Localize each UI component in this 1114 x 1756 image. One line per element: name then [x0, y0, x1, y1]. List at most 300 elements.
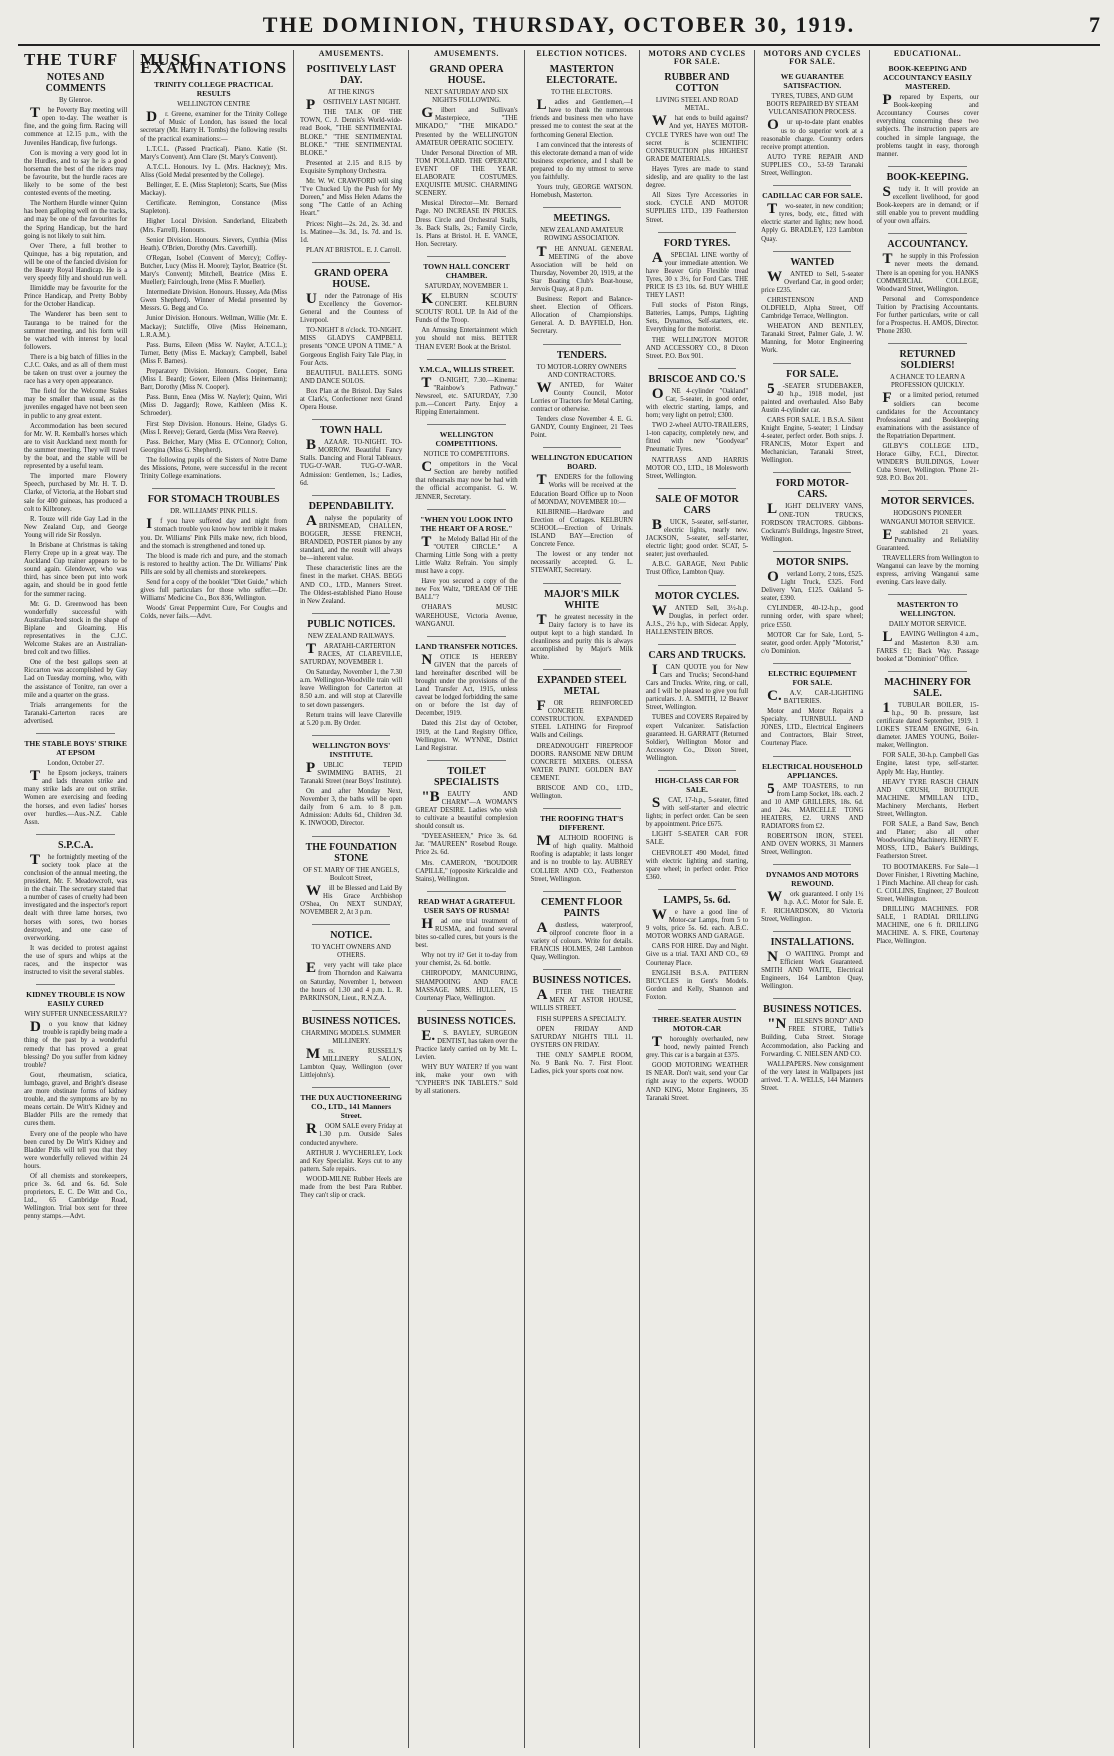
article-title: NOTES AND COMMENTS [45, 72, 106, 95]
article-title: PUBLIC NOTICES. [307, 618, 396, 630]
article-paragraph: Tenders close November 4. E. G. GANDY, County Engineer, 21 Tees Point. [530, 416, 633, 440]
article-paragraph: Mr. W. W. CRAWFORD will sing "I've Chucked Up the Push for My Doreen," and Miss Helen Adams the song "The Cattle of an Aching Heart." [300, 178, 403, 218]
article-title: BUSINESS NOTICES. [763, 1004, 862, 1016]
article-paragraph: Established 21 years. Punctuality and Reliability Guaranteed. [876, 526, 979, 552]
article-paragraph: ICAN QUOTE you for New Cars and Trucks; Second-hand Cars and Trucks. Write, ring, or call, and I will be pleased to give you full particulars. J. A. SMITH, 12 Beaver Street, Wellington. [645, 661, 749, 712]
article-paragraph: Gilbert and Sullivan's Masterpiece, "THE MIKADO," "THE MIKADO." Presented by the WELLINGTON AMATEUR OPERATIC SOCIETY. [415, 105, 518, 147]
article-paragraph: O'HARA'S MUSIC WAREHOUSE, Victoria Avenue, WANGANUI. [415, 604, 518, 628]
article-paragraph: The blood is made rich and pure, and the stomach is restored to healthy action. The Dr. Williams' Pink Pills are sold by all chemists and storekeepers. [140, 552, 288, 576]
article-title: FOR SALE. [786, 368, 839, 380]
column-2 [133, 50, 293, 1748]
article-paragraph: FOR SALE, a Band Saw, Bench and Planer; also all other Woodworking Machinery. HENRY F. MOSS, LTD., Baker's Buildings, Featherston Street. [876, 821, 979, 861]
article-paragraph: We have a good line of Motor-car Lamps, from 5 to 9 volts, price 5s. 6d. each. A.B.C. MOTOR WORKS AND GARAGE. [645, 906, 749, 941]
section-divider [773, 756, 851, 757]
article-title: WELLINGTON BOYS' INSTITUTE. [312, 740, 391, 759]
article-subtitle: DAILY MOTOR SERVICE. [888, 621, 967, 629]
column-header: EDUCATIONAL. [893, 49, 962, 58]
article-paragraph: CHRISTENSON AND OLDFIELD, Alpha Street, Off Cambridge Terrace, Wellington. [761, 296, 864, 321]
column-header: MOTORS AND CYCLES FOR SALE. [648, 49, 746, 67]
section-divider [427, 509, 505, 510]
article [761, 472, 863, 543]
article-paragraph: WHEATON AND BENTLEY, Taranaki Street, Palmer Gale, J. W. Manning, for Motor Engineering Work. [761, 323, 864, 355]
article-paragraph: A.T.C.L. Honours. Ivy L. (Mrs. Hackney); Mrs. Aliss (Gold Medal presented by the College). [140, 163, 288, 179]
section-divider [658, 368, 736, 369]
article-paragraph: First Step Division. Honours. Heine, Gladys G. (Miss I. Reeve); Gerard, Gerda (Miss Vera Reeve). [140, 420, 288, 436]
article-subtitle: By Glenroe. [59, 97, 93, 105]
article-paragraph: ROOM SALE every Friday at 1.30 p.m. Outside Sales conducted anywhere. [300, 1121, 403, 1147]
article-title: Y.M.C.A., WILLIS STREET. [418, 364, 515, 374]
article-title: ACCOUNTANCY. [887, 239, 968, 251]
section-divider [773, 998, 851, 999]
article-paragraph: Woods' Great Peppermint Cure, For Coughs and Colds, never fails.—Advt. [140, 605, 288, 621]
article-title: BUSINESS NOTICES. [417, 1015, 516, 1027]
article-title: MASTERTON ELECTORATE. [546, 64, 618, 87]
article-paragraph: NO WAITING. Prompt and Efficient Work Guaranteed. SMITH AND WAITE, Electrical Engineers, 164 Lambton Quay, Wellington. [761, 948, 864, 991]
article-paragraph: LIGHT DELIVERY VANS, ONE-TON TRUCKS, FORDSON TRACTORS. Gibbons-Cockram's Buildings, Ingestre Street, Wellington. [761, 501, 864, 543]
article-title: MASTERTON TO WELLINGTON. [897, 600, 959, 619]
article-title: KIDNEY TROUBLE IS NOW EASILY CURED [26, 990, 126, 1009]
article-paragraph: Why not try it? Get it to-day from your chemist, 2s. 6d. bottle. [415, 952, 518, 968]
article-paragraph: TENDERS for the following Works will be received at the Education Board Office up to Noon of MONDAY, NOVEMBER 10:— [530, 472, 633, 506]
article [761, 663, 863, 749]
article [415, 891, 517, 1003]
article-subtitle: TYRES, TUBES, AND GUM BOOTS REPAIRED BY STEAM VULCANISATION PROCESS. [766, 93, 859, 117]
article [531, 207, 633, 336]
article-title: MACHINERY FOR SALE. [884, 676, 971, 699]
column-7 [754, 50, 869, 1748]
article-title: MOTOR CYCLES. [654, 590, 740, 602]
article-paragraph: The fortnightly meeting of the society took place at the conclusion of the annual meeting, the president, Mr. F. Meadowcroft, was in the chair. The secretary stated that a number of cases of cruelty had been investigated and the inspector's report dealt with three lame horses, two horses with sores, two horses destroyed, and one case of overworking. [24, 851, 128, 942]
article [646, 488, 748, 578]
section-divider [36, 733, 115, 734]
section-divider [888, 594, 966, 595]
column-1 [18, 50, 133, 1748]
article-paragraph: Senior Division. Honours. Sievers, Cynthia (Miss Heath). O'Brien, Dorothy (Mrs. Caverhill). [140, 236, 288, 252]
section-divider [427, 760, 505, 761]
masthead [18, 6, 1100, 46]
article [300, 64, 402, 255]
article-paragraph: The imported mare Flowery Speech, purchased by Mr. H. T. D. Clarke, of Victoria, at the Hobart stud sale for 400 guineas, has produced a colt to Kilbroney. [24, 473, 128, 513]
article-subtitle: NEXT SATURDAY AND SIX NIGHTS FOLLOWING. [424, 89, 509, 105]
section-divider [658, 770, 736, 771]
article-title: TRINITY COLLEGE PRACTICAL RESULTS [154, 80, 273, 99]
column-header: MUSIC EXAMINATIONS [140, 50, 288, 78]
article-paragraph: Prepared by Experts, our Book-keeping and Accountancy Courses cover everything concerning these two subjects. The instruction papers are couched in simple language, the problems taught in easy, thorough manner. [876, 92, 979, 158]
article-paragraph: THE ANNUAL GENERAL MEETING of the above Association will be held on Thursday, November 20, 1919, at the Star Boating Club's Boat-house, Jervois Quay, at 8 p.m. [530, 243, 633, 293]
article-paragraph: 5AMP TOASTERS, to run from Lamp Socket, 18s. each. 2 and 10 AMP GRILLERS, 18s. 6d. and 24s. MARCELLE TONG HEATERS, £2. URNS AND RADIATORS from £2. [761, 780, 864, 830]
masthead-title: THE DOMINION, THURSDAY, OCTOBER 30, 1919. [262, 12, 856, 37]
article-paragraph: Return trains will leave Clareville at 5.20 p.m. By Order. [300, 711, 403, 727]
article-title: WELLINGTON COMPETITIONS. [435, 430, 498, 449]
section-divider [312, 495, 390, 496]
article-title: DEPENDABILITY. [308, 500, 394, 512]
article-paragraph: Every yacht will take place from Thorndon and Kaiwarra on Saturday, November 1, between the hours of 1.30 and 4 p.m. L. R. PARKINSON, Lieut., R.N.Z.A. [300, 960, 403, 1002]
article-title: TENDERS. [556, 349, 607, 361]
article-paragraph: KILBIRNIE—Hardware and Erection of Cottages. KELBURN SCHOOL—Erection of Urinals. ISLAND BAY—Erection of Concrete Fence. [530, 508, 633, 549]
section-divider [543, 969, 621, 970]
article-paragraph: Pass. Belcher, Mary (Miss E. O'Connor); Colton, Georgina (Miss G. Shepherd). [140, 438, 288, 454]
section-divider [312, 419, 390, 420]
article [531, 891, 633, 962]
article-title: TOWN HALL CONCERT CHAMBER. [423, 261, 510, 280]
section-divider [773, 251, 851, 252]
article-paragraph: 5-SEATER STUDEBAKER, 40 h.p., 1918 model, just painted and overhauled. Also Baby Austin 4-cylinder car. [761, 380, 864, 414]
section-divider [658, 1009, 736, 1010]
article-title: RETURNED SOLDIERS! [899, 349, 956, 372]
article-title: LAMPS, 5s. 6d. [663, 894, 731, 906]
section-divider [658, 644, 736, 645]
section-divider [658, 585, 736, 586]
article-paragraph: WANTED to Sell, 5-seater Overland Car, in good order; price £235. [761, 268, 864, 294]
article-paragraph: "NIELSEN'S BOND" AND FREE STORE, Tullie's Building, Cuba Street. Storage Accommodation, also Packing and Forwarding. C. NIELSEN AND CO. [761, 1016, 864, 1058]
article [415, 256, 517, 352]
article-paragraph: Every one of the people who have been cured by De Witt's Kidney and Bladder Pills will tell you that they were wonderfully relieved within 24 hours. [24, 1130, 128, 1170]
article-paragraph: Musical Director—Mr. Bernard Page. NO INCREASE IN PRICES. Dress Circle and Orchestral Stalls, 3s. Back Stalls, 2s.; Family Circle, 1s. Plans at Bristol. H. E. VANCE, Hon. Secretary. [415, 200, 518, 248]
article-paragraph: Mrs. RUSSELL'S MILLINERY SALON, Lambton Quay, Wellington (over Littlejohn's). [300, 1045, 403, 1080]
article [761, 864, 863, 923]
article-paragraph: Of all chemists and storekeepers, price 3s. 6d. and 6s. 6d. Sole proprietors, E. C. De Witt and Co., Ltd., 65 Cambridge Road, Wellington. Trial box sent for three penny stamps.—Advt. [24, 1172, 128, 1221]
article-paragraph: Over There, a full brother to Quinque, has a big reputation, and will be one of the fancied division for the Beauty Royal Handicap. He is a very speedy filly and should run well. [24, 242, 128, 283]
article-paragraph: Our up-to-date plant enables us to do superior work at a reasonable charge. Country orders receive prompt attention. [761, 117, 864, 151]
article-paragraph: ARTHUR J. WYCHERLEY, Lock and Key Specialist. Keys cut to any pattern. Safe repairs. [300, 1149, 403, 1173]
article [876, 671, 978, 947]
article [531, 808, 633, 884]
article-paragraph: Had one trial treatment of RUSMA, and found several bites so-called cures, but yours is the best. [415, 915, 518, 950]
article-paragraph: "DYEEASHEEN," Price 3s. 6d. Jar. "MAUREEN" Rosebud Rouge. Price 2s. 6d. [415, 833, 518, 857]
section-divider [427, 424, 505, 425]
article-paragraph: HEAVY TYRE RASCH CHAIN AND CRUSH, BOUTIQUE MACHINE. M'MILLAN LTD., Machinery Merchants, Herbert Street, Wellington. [876, 778, 979, 818]
article [761, 756, 863, 858]
article-paragraph: WHY BUY WATER? If you want ink, make your own with "CYPHER'S INK TABLETS." Sold by all stationers. [415, 1064, 518, 1096]
article-paragraph: Ladies and Gentlemen,—I have to thank the numerous friends and business men who have pressed me to contest the seat at the forthcoming General Election. [530, 97, 633, 139]
article-paragraph: E.S. BAYLEY, SURGEON DENTIST, has taken over the Practice lately carried on by Mr. L. Levien. [415, 1027, 518, 1062]
article [761, 998, 863, 1093]
article-title: THE ROOFING THAT'S DIFFERENT. [540, 814, 624, 833]
article [876, 490, 978, 587]
article [300, 613, 402, 728]
section-divider [773, 472, 851, 473]
article-paragraph: Ilimiddle may be favourite for the Prince Handicap, and Pretty Bobby for the October Handicap. [24, 285, 128, 309]
article-paragraph: The supply in this Profession never meets the demand. There is an opening for you. HANKS COMMERCIAL COLLEGE, Woodward Street, Wellington. [876, 251, 979, 293]
article [761, 931, 863, 991]
article-paragraph: Pass. Bunn, Enea (Miss W. Nayler); Quinn, Wiri (Miss D. Jaggard); Rowe, Kathleen (Miss K. Schroeder). [140, 394, 288, 418]
article-paragraph: Yours truly, GEORGE WATSON. Homebush, Masterton. [530, 184, 633, 200]
column-8 [869, 50, 984, 1748]
article-paragraph: ONE 4-cylinder "Oakland" Car, 5-seater, in good order, with electric starting, lamps, and horn; very light on petrol; £300. [645, 385, 749, 420]
article-subtitle: TO YACHT OWNERS AND OTHERS. [311, 944, 391, 960]
article-paragraph: NATTRASS AND HARRIS MOTOR CO., LTD., 18 Molesworth Street, Wellington. [645, 456, 749, 480]
article-paragraph: "BEAUTY AND CHARM"—A WOMAN'S GREAT DESIRE. Ladies who wish to cultivate a beautiful complexion should consult us. [415, 788, 518, 831]
article-paragraph: WANTED, for Waiter County Council, Motor Lorries or Tractors for Metal Carting, contract or otherwise. [530, 379, 633, 413]
article [531, 447, 633, 575]
article-paragraph: Do you know that kidney trouble is rapidly being made a thing of the past by a wonderful remedy that has proved a great blessing? Do you suffer from kidney trouble? [24, 1019, 128, 1069]
section-divider [773, 931, 851, 932]
article [140, 488, 287, 621]
article [531, 64, 633, 200]
column-header: AMUSEMENTS. [318, 49, 384, 58]
section-divider [888, 490, 966, 491]
article-title: FORD TYRES. [663, 237, 731, 249]
section-divider [658, 232, 736, 233]
article-paragraph: CARS FOR SALE. 1 B.S.A. Silent Knight Engine, 5-seater; 1 Lindsay 4-seater, perfect order. Both snips. J. FRANCIS, Motor Expert and Mechanician, Taranaki Street, Wellington. [761, 416, 864, 465]
article-paragraph: Will be Blessed and Laid By His Grace Archbishop O'Shea, On NEXT SUNDAY, NOVEMBER 2, At 3 p.m. [300, 882, 403, 917]
article-paragraph: GOOD MOTORING WEATHER IS NEAR. Don't wait, send your Car right away to the experts. WOOD AND KING, Motor Engineers, 35 Taranaki Street. [645, 1062, 749, 1102]
section-divider [152, 488, 275, 489]
article-subtitle: TO THE ELECTORS. [551, 89, 613, 97]
article-title: DYNAMOS AND MOTORS REWOUND. [765, 870, 859, 889]
article-subtitle: WELLINGTON CENTRE [177, 101, 251, 109]
article-paragraph: In Brisbane at Christmas is taking Flerry Crepe up in a great way. The Auckland Cup trainer appears to be sound again. Glendower, who was third, has since been put into work again, and should be in good fettle for the summer racing. [24, 541, 128, 598]
section-divider [773, 185, 851, 186]
section-divider [543, 808, 621, 809]
article-paragraph: WOOD-MILNE Rubber Heels are made from the best Para Rubber. They can't slip or crack. [300, 1175, 403, 1200]
article-paragraph: FOR SALE, 30-h.p. Campbell Gas Engine, latest type, self-starter. Apply Mr. Hay, Huntley. [876, 752, 979, 776]
article [531, 344, 633, 441]
article [646, 232, 748, 361]
article-title: NOTICE. [330, 930, 373, 942]
article-paragraph: The Northern Hurdle winner Quinn has been galloping well on the tracks, and may be one of the favourites for the Spring Handicap, but the hard going is not likely to suit him. [24, 200, 128, 240]
article-paragraph: Gout, rheumatism, sciatica, lumbago, gravel, and Bright's disease are more obstinate forms of kidney trouble, and the symptoms are by no means certain. De Witt's Kidney and Bladder Pills are the remedy that cures them. [24, 1071, 128, 1128]
article-paragraph: Overland Lorry, 2 tons, £525. Light Truck, £325. Ford Delivery Van, £125. Oakland 5-seater, £390. [761, 568, 864, 603]
article [300, 836, 402, 918]
article-paragraph: THE ONLY SAMPLE ROOM, No. 9 Bank No. 7. First Floor. Ladies, pick your sports coat now. [530, 1051, 633, 1076]
article-paragraph: GILBY'S COLLEGE LTD., Horace Gilby, F.C.I., Director. WINDER'S BUILDINGS, Lower Cuba Street, Wellington. 'Phone 21-928. P.O. Box 201. [876, 443, 979, 483]
article [300, 924, 402, 1003]
article-paragraph: Bellinger, E. E. (Miss Stapleton); Scarts, Sue (Miss Mackay). [140, 182, 288, 198]
article-paragraph: The lowest or any tender not necessarily accepted. G. L. STEWART, Secretary. [530, 551, 633, 575]
article-title: READ WHAT A GRATEFUL USER SAYS OF RUSMA! [418, 896, 515, 915]
article-paragraph: Analyse the popularity of BRINSMEAD, CHALLEN, BOGGER, JESSE FRENCH, BRANDED, POSTER pianos by any standard, and the result will always be—inherent value. [300, 512, 403, 563]
article-paragraph: PUBLIC TEPID SWIMMING BATHS, 21 Taranaki Street (near Boys' Institute). [300, 759, 403, 785]
article-paragraph: ASPECIAL LINE worthy of your immediate attention. We have Beaver Grip Flexible tread Tyres, 30 x 3½, for Ford Cars. THE PRICE IS £3 10s. 6d. BUY WHILE THEY LAST! [645, 249, 749, 300]
article [876, 343, 978, 483]
article-subtitle: London, October 27. [47, 760, 104, 768]
article-title: INSTALLATIONS. [770, 936, 854, 948]
article-paragraph: TO-NIGHT, 7.30.—Kinema: "Rainbow's Pathway." Newsreel, etc. SATURDAY, 7.30 p.m.—Concert Party. Enjoy a Ripping Entertainment. [415, 374, 518, 416]
article-paragraph: Mr. G. D. Greenwood has been wonderfully successful with Australian-bred stock in the shape of Biplane and Gloaming. His representatives in the C.J.C. Welcome Stakes are an Australian-bred colt and two fillies. [24, 600, 128, 657]
article-paragraph: I am convinced that the interests of this electorate demand a man of wide business experience, and I shall be prepared to do my utmost to serve you faithfully. [530, 141, 633, 182]
article-paragraph: CYLINDER, 40-12-h.p., good running order, with spare wheel; price £550. [761, 605, 864, 629]
section-divider [36, 984, 115, 985]
article-paragraph: Two-seater, in new condition; tyres, body, etc., fitted with electric starter and lights; new hood. Apply G. BRADLEY, 123 Lambton Quay. [761, 201, 864, 243]
column-3 [293, 50, 408, 1748]
article [531, 583, 633, 663]
article [300, 419, 402, 488]
article-paragraph: Mrs. CAMERON, "BOUDOIR CAPILLE," (opposite Kirkcaldie and Stains), Wellington. [415, 859, 518, 883]
article-paragraph: TRAVELLERS from Wellington to Wanganui can leave by the morning express, arriving Wanganui same evening. Cars leave daily. [876, 554, 979, 587]
article-title: TOWN HALL [320, 425, 383, 437]
article-paragraph: MALTHOID ROOFING is of high quality. Malthoid Roofing is adaptable; it lasts longer and is no trouble to lay. AUBREY COLLIER AND CO., Featherston Street, Wellington. [530, 833, 633, 883]
article-subtitle: A CHANCE TO LEARN A PROFESSION QUICKLY. [889, 374, 966, 390]
article-paragraph: FOR REINFORCED CONCRETE CONSTRUCTION. EXPANDED STEEL LATHING for Fireproof Walls and Ceilings. [530, 698, 633, 740]
article-paragraph: L.T.C.L. (Passed Practical). Piano. Katie (St. Mary's Convent). Ann Clare (St. Mary's Convent). [140, 145, 288, 161]
article-title: GRAND OPERA HOUSE. [429, 64, 504, 87]
article-paragraph: NOTICE IS HEREBY GIVEN that the parcels of land hereinafter described will be brought under the provisions of the Land Transfer Act, 1915, unless caveat be lodged forbidding the same on or before the 1st day of December, 1919. [415, 651, 518, 718]
article-paragraph: The Melody Ballad Hit of the "OUTER CIRCLE." A Charming Little Song with a pretty Little Waltz Refrain. You simply must have a copy. [415, 533, 518, 576]
article-paragraph: Adustless, waterproof, oilproof concrete floor in a variety of colours. Write for details. FRANCIS HOLMES, 248 Lambton Quay, Wellington. [530, 919, 633, 962]
section-divider [658, 889, 736, 890]
article-paragraph: BAZAAR. TO-NIGHT. TO-MORROW. Beautiful Fancy Stalls. Dancing and Floral Tableaux. TUG-O'-WAR. TUG-O'-WAR. Admission: Gentlemen, 1s.; Ladies, 6d. [300, 437, 403, 487]
article-paragraph: What ends to build against? And yet, HAYES MOTOR-CYCLE TYRES have won out! The secret is SCIENTIFIC CONSTRUCTION plus HIGHEST GRADE MATERIALS. [645, 113, 749, 163]
article-subtitle: CHARMING MODELS. SUMMER MILLINERY. [301, 1029, 401, 1045]
page-number: 7 [1089, 12, 1100, 37]
article-title: MAJOR'S MILK WHITE [544, 588, 620, 611]
article [646, 72, 748, 224]
article-paragraph: Personal and Correspondence Tuition by Practising Accountants. For further particulars, write or call for a Prospectus. H. AMOS, Director. 'Phone 2830. [876, 295, 979, 336]
article-paragraph: The field for the Welcome Stakes may be smaller than usual, as the juveniles engaged have not been seen in public to any great extent. [24, 388, 128, 420]
article-paragraph: R. Touze will ride Gay Lad in the New Zealand Cup, and George Young will ride Sir Rosslyn. [24, 515, 128, 539]
section-divider [888, 166, 966, 167]
article-paragraph: PLAN AT BRISTOL. E. J. Carroll. [306, 246, 402, 254]
article-paragraph: The following pupils of the Sisters of Notre Dame des Missions, Petone, were successful in the recent Trinity College examinations. [140, 456, 288, 481]
section-divider [543, 891, 621, 892]
section-divider [888, 671, 966, 672]
article-subtitle: DR. WILLIAMS' PINK PILLS. [170, 508, 258, 516]
section-divider [773, 864, 851, 865]
article [876, 594, 978, 663]
article-subtitle: OF ST. MARY OF THE ANGELS, Boulcott Street, [303, 866, 400, 882]
article [140, 80, 287, 481]
section-divider [543, 583, 621, 584]
article [415, 64, 517, 249]
section-divider [543, 207, 621, 208]
article-title: POSITIVELY LAST DAY. [306, 64, 396, 87]
article-paragraph: Prices: Night—2s. 2d., 2s. 3d. and 1s. Matinee—3s. 3d., 1s. 7d. and 1s. 1d. [300, 220, 403, 244]
article-paragraph: Accommodation has been secured for Mr. W. R. Kemball's horses which are to visit Auckland next month for the summer meeting. They will travel by the boat, and the stable will be represented by a useful team. [24, 422, 128, 471]
column-header: MOTORS AND CYCLES FOR SALE. [763, 49, 861, 67]
section-divider [543, 447, 621, 448]
article-title: WE GUARANTEE SATISFACTION. [780, 72, 844, 91]
article [646, 1009, 748, 1103]
columns-container [18, 50, 1100, 1748]
article-paragraph: Under Personal Direction of MR. TOM POLLARD. THE OPERATIC EVENT OF THE YEAR. ELABORATE COSTUMES. EXQUISITE MUSIC. CHARMING SCENERY. [415, 149, 518, 198]
article-paragraph: DRILLING MACHINES. FOR SALE, 1 RADIAL DRILLING MACHINE, one 6 ft. DRILLING MACHINE. A. S. FIKE, Courtenay Place, Wellington. [876, 906, 979, 946]
article-title: THE DUX AUCTIONEERING CO., LTD., 141 Manners Street. [300, 1093, 403, 1121]
article-subtitle: NOTICE TO COMPETITORS. [423, 451, 510, 459]
article-paragraph: Study it. It will provide an excellent livelihood, for good Book-keepers are in demand; or if still enable you to prevent muddling of your own affairs. [876, 183, 979, 226]
article-paragraph: Pass. Burns, Eileen (Miss W. Nayler, A.T.C.L.); Turner, Betty (Miss E. Mackay); Campbell, Isabel (Miss F. Barnes). [140, 341, 288, 365]
article [24, 984, 127, 1221]
article-paragraph: TUBES and COVERS Repaired by expert Vulcanizer. Satisfaction guaranteed. H. GARRATT (Returned Soldier), Wellington Motor and Accessory Co., Dixon Street, Wellington. [645, 714, 749, 762]
article-paragraph: All Sizes Tyre Accessories in stock. CYCLE AND MOTOR SUPPLIES LTD., 139 Featherston Street. [645, 192, 749, 224]
article-paragraph: BRISCOE AND CO., LTD., Wellington. [530, 785, 633, 801]
article [761, 185, 863, 243]
article-paragraph: MOTOR Car for Sale, Lord, 5-seater, good order. Apply "Motorist," c/o Dominion. [761, 631, 864, 655]
article [646, 889, 748, 1002]
column-header: ELECTION NOTICES. [536, 49, 628, 58]
article-title: MOTOR SERVICES. [880, 496, 975, 508]
article-paragraph: Dr. Greene, examiner for the Trinity College of Music of London, has issued the local secretary (Mr. Harry H. Tombs) the following results of the practical examinations:— [140, 109, 288, 143]
section-divider [312, 1087, 390, 1088]
article [24, 733, 127, 827]
article-paragraph: SCAT, 17-h.p., 5-seater, fitted with self-starter and electric lights; in perfect order. Can be seen by appointment. Price £675. [645, 795, 749, 829]
article [876, 64, 978, 159]
article-paragraph: POSITIVELY LAST NIGHT. [306, 97, 401, 114]
article-paragraph: Intermediate Division. Honours. Hussey, Ada (Miss Gwen Shepherd). Winner of Medal presented by Messrs. G. Begg and Co. [140, 289, 288, 313]
article [646, 770, 748, 882]
section-divider [773, 551, 851, 552]
section-divider [312, 613, 390, 614]
article [876, 233, 978, 336]
section-divider [427, 891, 505, 892]
article [300, 495, 402, 606]
article-paragraph: CARS FOR HIRE. Day and Night. Give us a trial. TAXI AND CO., 69 Courtenay Place. [645, 943, 749, 967]
article [761, 551, 863, 656]
article-paragraph: THE TALK OF THE TOWN, C. J. Dennis's World-wide-read Book, "THE SENTIMENTAL BLOKE." "THE SENTIMENTAL BLOKE." "THE SENTIMENTAL BLOKE." [300, 109, 403, 157]
article-paragraph: BEAUTIFUL BALLETS. SONG AND DANCE SOLOS. [300, 369, 403, 385]
article-paragraph: There is a big batch of fillies in the C.J.C. Oaks, and as all of them must be taken on trust over a journey the race has a very open appearance. [24, 353, 128, 386]
article-paragraph: AFTER THE THEATRE MEN AT ASTOR HOUSE, WILLIS STREET. [530, 987, 633, 1013]
article [761, 251, 863, 356]
article-title: TOILET SPECIALISTS [433, 765, 499, 788]
article-paragraph: Trials arrangements for the Taranaki-Carterton races are advertised. [24, 701, 128, 725]
section-divider [658, 488, 736, 489]
article-paragraph: Hayes Tyres are made to stand sideslip, and are quality to the last degree. [645, 165, 749, 190]
section-divider [773, 663, 851, 664]
article [415, 424, 517, 502]
article-paragraph: LEAVING Wellington 4 a.m., and Masterton 8.30 a.m. FARES £1; Back Way. Passage booked at "Dominion" Office. [876, 629, 979, 663]
article-paragraph: ENGLISH B.S.A. PATTERN BICYCLES in Gent's Models. Gordon and Kelly, Shannon and Foxton. [645, 969, 749, 1001]
article-title: MEETINGS. [553, 213, 610, 225]
article-title: MOTOR SNIPS. [776, 556, 849, 568]
article-paragraph: LIGHT 5-SEATER CAR FOR SALE. [645, 831, 749, 847]
article-paragraph: Con is moving a very good lot in the Hurdles, and to say he is a good horseman the best of the riders may be favourite, but the hurdle races are likely to be some of the best contested events of the meeting. [24, 149, 128, 198]
column-header: THE TURF [24, 50, 119, 69]
section-divider [427, 636, 505, 637]
article-subtitle: LIVING STEEL AND ROAD METAL. [655, 97, 739, 113]
article [876, 166, 978, 226]
article-paragraph: AUTO TYRE REPAIR AND SUPPLIES CO., 53-59 Taranaki Street, Wellington. [761, 153, 864, 178]
section-divider [312, 836, 390, 837]
article-title: WANTED [790, 256, 835, 268]
article-title: THE FOUNDATION STONE [305, 841, 397, 864]
article [24, 834, 127, 977]
article-paragraph: Higher Local Division. Sanderland, Elizabeth (Mrs. Farrell). Honours. [140, 218, 288, 234]
article-paragraph: The Epsom jockeys, trainers and lads threaten strike and many strike lads are out on strike. Women are exercising and feeding the horses, and even ladies' horses over hurdles.—Aus.-N.Z. Cable Assn. [24, 768, 128, 826]
article [415, 359, 517, 417]
article-paragraph: It was decided to protest against the use of spurs and whips at the races, and the inspector was instructed to visit the several stables. [24, 944, 128, 977]
article-paragraph: Dated this 21st day of October, 1919, at the Land Registry Office, Wellington. W. WYNNE, District Land Registrar. [415, 720, 518, 752]
article-paragraph: CHEVROLET 490 Model, fitted with electric lighting and starting, spare wheel; in perfect order. Price £360. [645, 849, 749, 881]
article-paragraph: THE WELLINGTON MOTOR AND ACCESSORY CO., 8 Dixon Street. P.O. Box 901. [645, 336, 749, 360]
article-paragraph: BUICK, 5-seater, self-starter, electric lights, nearly new. JACKSON, 5-seater, self-starter, electric light; good order. SCAT, 5-seater; just overhauled. [645, 516, 749, 559]
column-4 [408, 50, 523, 1748]
article-paragraph: Junior Division. Honours. Wellman, Willie (Mr. E. Mackay); Sutcliffe, Olive (Miss Heinemann, L.R.A.M.). [140, 315, 288, 339]
article-title: SALE OF MOTOR CARS [655, 493, 739, 516]
article [531, 669, 633, 801]
article-paragraph: CHIROPODY, MANICURING, SHAMPOOING AND FACE MASSAGE. MRS. HULLEN, 15 Courtenay Place, Wellington. [415, 970, 518, 1002]
article-title: EXPANDED STEEL METAL [536, 675, 627, 698]
article-paragraph: TWO 2-wheel AUTO-TRAILERS, 1-ton capacity, completely new, and fitted with new "Goodyear" Pneumatic Tyres. [645, 422, 749, 454]
article-paragraph: Full stocks of Piston Rings, Batteries, Lamps, Pumps, Lighting Sets, Dynamos, Self-starters, etc. Everything for the motorist. [645, 302, 749, 334]
column-5 [524, 50, 639, 1748]
article-title: BOOK-KEEPING AND ACCOUNTANCY EASILY MASTERED. [883, 64, 973, 92]
section-divider [427, 1010, 505, 1011]
article [646, 368, 748, 481]
article-title: BRISCOE AND CO.'S [648, 373, 746, 385]
article-paragraph: TO BOOTMAKERS. For Sale—1 Dover Finisher, 1 Rivetting Machine, 1 Pinch Machine. All cheap for cash. C. COLLINS, Engineer, 27 Boulcott Street, Wellington. [876, 863, 979, 903]
article-title: BOOK-KEEPING. [886, 171, 969, 183]
article-title: RUBBER AND COTTON [664, 72, 730, 95]
article-paragraph: KELBURN SCOUTS' CONCERT. KELBURN SCOUTS' ROLL UP. In Aid of the Funds of the Troop. [415, 290, 518, 325]
article-subtitle: HODGSON'S PIONEER WANGANUI MOTOR SERVICE. [880, 510, 975, 526]
section-divider [543, 344, 621, 345]
section-divider [312, 1010, 390, 1011]
article [646, 585, 748, 637]
article-paragraph: Work guaranteed. I only 1½ h.p. A.C. Motor for Sale. E. F. RICHARDSON, 80 Victoria Street, Wellington. [761, 889, 864, 923]
article-paragraph: A.B.C. GARAGE, Next Public Trust Office, Lambton Quay. [645, 561, 749, 577]
article [24, 72, 127, 726]
